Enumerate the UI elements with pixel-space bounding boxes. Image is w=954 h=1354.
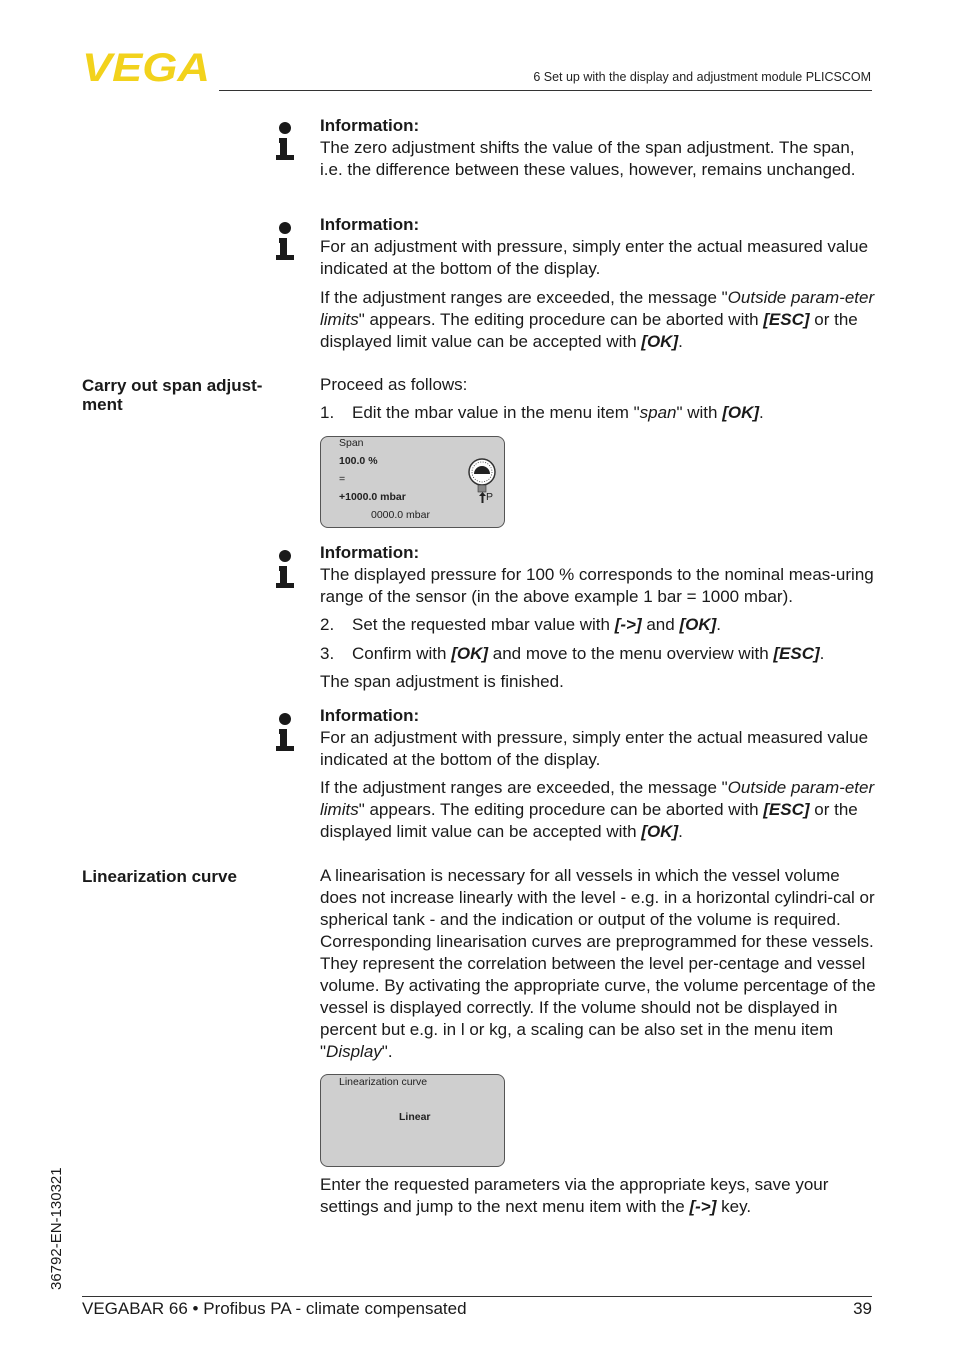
display-percent: 100.0 % bbox=[339, 455, 378, 467]
info-title: Information: bbox=[320, 706, 420, 725]
arrow-key-ref: [->] bbox=[689, 1197, 717, 1216]
footer-product: VEGABAR 66 • Profibus PA - climate compensated bbox=[82, 1299, 467, 1318]
header-divider bbox=[219, 90, 872, 91]
display-value: +1000.0 mbar bbox=[339, 491, 406, 503]
information-icon bbox=[276, 713, 294, 753]
display-linearization bbox=[320, 1074, 505, 1167]
info-body: For an adjustment with pressure, simply enter the actual measured value indicated at the bottom of the display. bbox=[320, 728, 869, 769]
ok-key-ref: [OK] bbox=[451, 644, 489, 663]
info-body: The zero adjustment shifts the value of the span adjustment. The span, i.e. the difference between these values, however, remains unchanged. bbox=[320, 138, 856, 179]
info-body: For an adjustment with pressure, simply enter the actual measured value indicated at the bottom of the display. bbox=[320, 237, 869, 278]
display-value: Linear bbox=[399, 1111, 431, 1123]
info-body: The displayed pressure for 100 % corresponds to the nominal meas-uring range of the sensor (in the above example 1 bar = 1000 mbar). bbox=[320, 565, 874, 606]
ok-key-ref: [OK] bbox=[722, 403, 760, 422]
ok-key-ref: [OK] bbox=[641, 822, 679, 841]
information-icon bbox=[276, 550, 294, 590]
display-equals: = bbox=[339, 473, 346, 485]
information-icon bbox=[276, 122, 294, 162]
info-block-nominal-range bbox=[320, 542, 876, 608]
information-icon bbox=[276, 222, 294, 262]
footer-divider bbox=[82, 1296, 872, 1297]
span-finished: The span adjustment is finished. bbox=[320, 672, 564, 691]
display-measured: 0000.0 mbar bbox=[371, 509, 430, 521]
logo-text: VEGA bbox=[82, 50, 210, 84]
side-heading-linearization: Linearization curve bbox=[82, 867, 237, 886]
linearization-body: A linearisation is necessary for all vessels in which the vessel volume does not increase linearly with the level - e.g. in a horizontal cylindri-cal or spherical tank - and the indication or output of the volume is required. Corresponding linearisation curves are preprogrammed for these vessels. They represent the correlation between the level per-centage and vessel volume. By activating the appropriate curve, the volume percentage of the vessel is displayed correctly. If the volume should not be displayed in percent but e.g. in l or kg, a scaling can be also set in the menu item "Display". bbox=[320, 866, 876, 1061]
info-title: Information: bbox=[320, 116, 420, 135]
display-title: Linearization curve bbox=[339, 1076, 428, 1088]
side-heading-span: Carry out span adjust-ment bbox=[82, 376, 263, 414]
span-intro: Proceed as follows: bbox=[320, 375, 468, 394]
info-limits-paragraph: If the adjustment ranges are exceeded, the message "Outside param-eter limits" appears. The editing procedure can be aborted with [ESC] or the displayed limit value can be accepted with [OK]. bbox=[320, 288, 875, 351]
esc-key-ref: [ESC] bbox=[763, 310, 810, 329]
step-3: 3. Confirm with [OK] and move to the menu overview with [ESC]. bbox=[320, 644, 825, 663]
esc-key-ref: [ESC] bbox=[773, 644, 820, 663]
esc-key-ref: [ESC] bbox=[763, 800, 810, 819]
info-block-zero-shift bbox=[320, 115, 876, 181]
info-block-pressure-repeat bbox=[320, 705, 876, 843]
ok-key-ref: [OK] bbox=[641, 332, 679, 351]
page-number: 39 bbox=[853, 1299, 872, 1318]
final-instruction: Enter the requested parameters via the appropriate keys, save your settings and jump to the next menu item with the [->] key. bbox=[320, 1175, 829, 1216]
display-p-label: P bbox=[486, 491, 494, 503]
info-title: Information: bbox=[320, 215, 420, 234]
ok-key-ref: [OK] bbox=[679, 615, 717, 634]
arrow-key-ref: [->] bbox=[614, 615, 642, 634]
display-title: Span bbox=[339, 437, 364, 449]
document-number: 36792-EN-130321 bbox=[48, 1167, 65, 1290]
info-limits-paragraph: If the adjustment ranges are exceeded, the message "Outside param-eter limits" appears. The editing procedure can be aborted with [ESC] or the displayed limit value can be accepted with [OK]. bbox=[320, 778, 875, 841]
pressure-arrow-icon bbox=[479, 492, 486, 503]
display-span bbox=[320, 436, 505, 528]
info-block-pressure bbox=[320, 214, 876, 353]
chapter-title: 6 Set up with the display and adjustment module PLICSCOM bbox=[533, 70, 871, 84]
step-2: 2. Set the requested mbar value with [->] and [OK]. bbox=[320, 615, 721, 634]
vega-logo bbox=[82, 50, 212, 84]
info-title: Information: bbox=[320, 543, 420, 562]
step-1: 1. Edit the mbar value in the menu item "span" with [OK]. bbox=[320, 403, 764, 422]
